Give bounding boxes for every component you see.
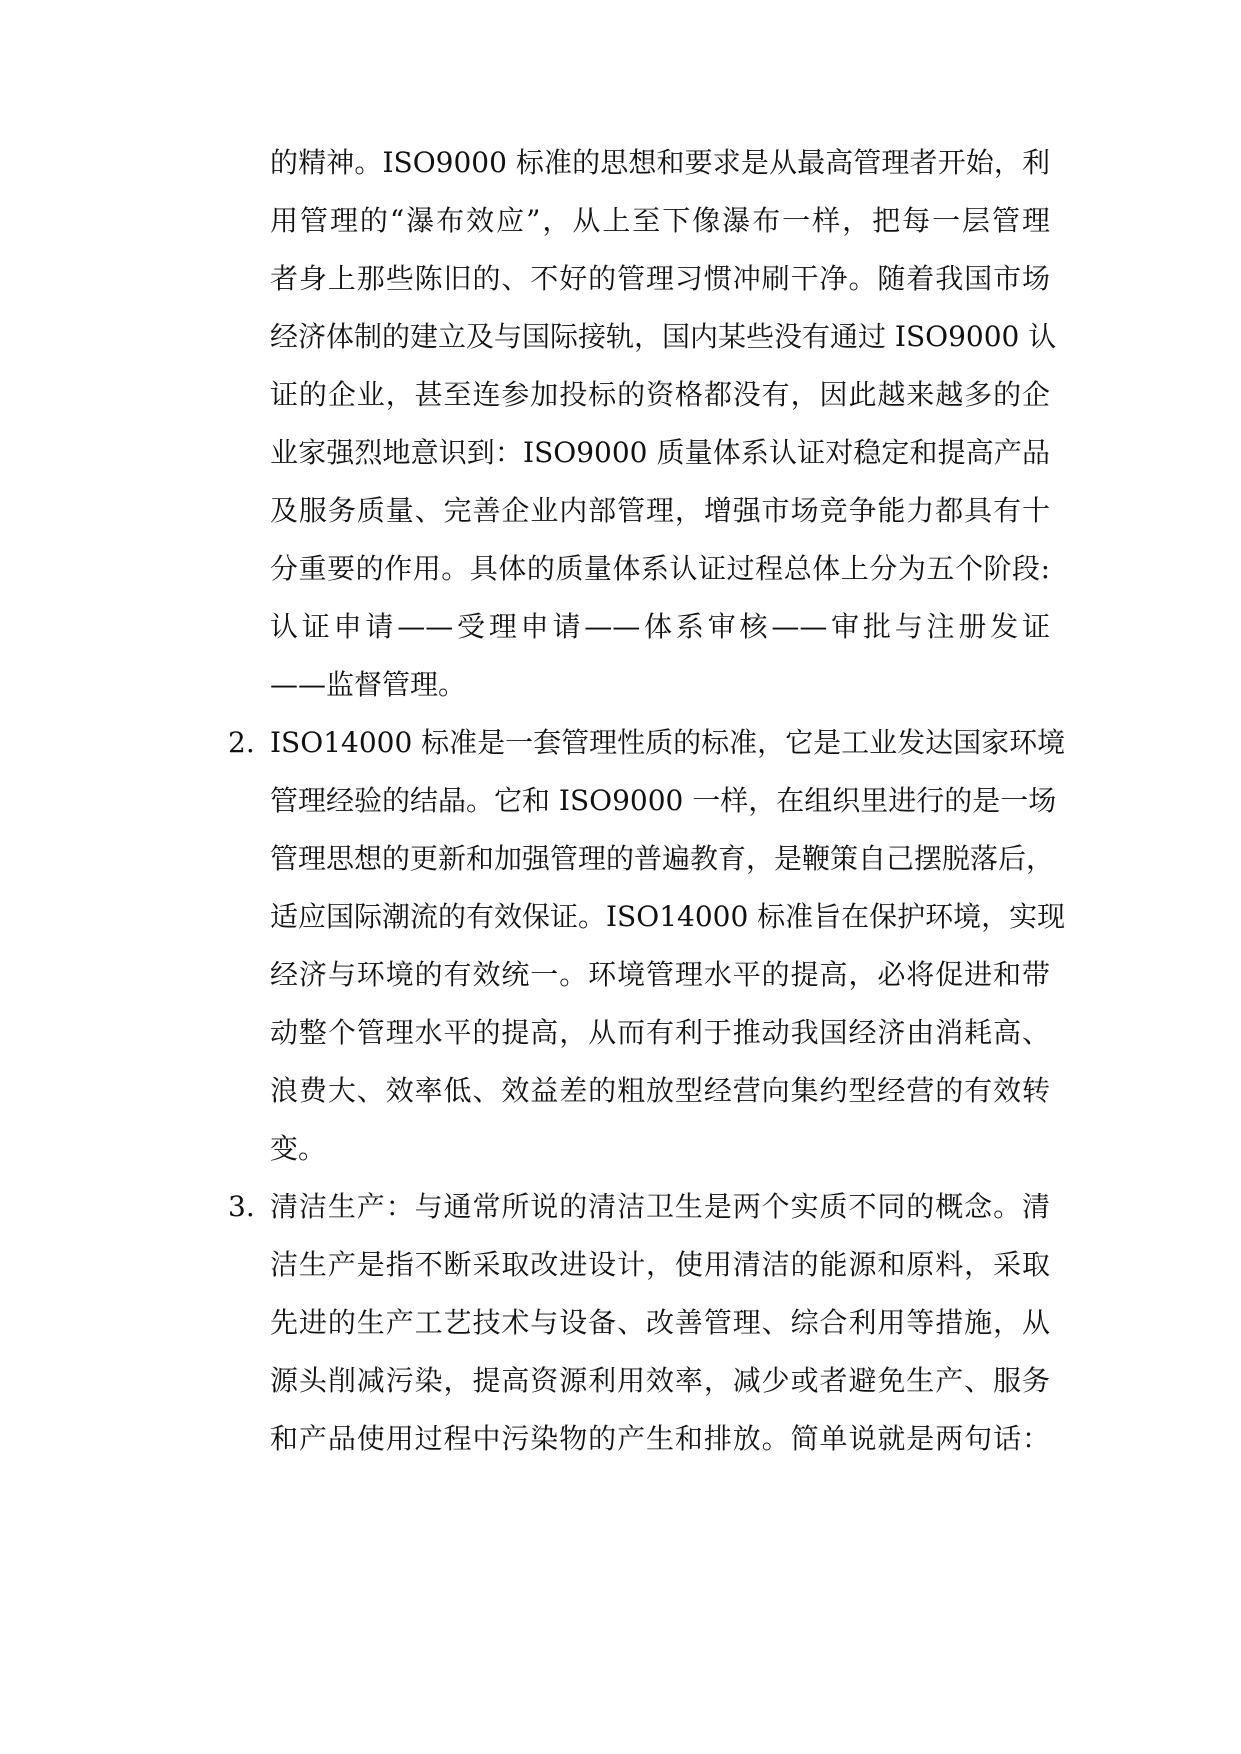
text-line: 适应国际潮流的有效保证。ISO14000 标准旨在保护环境，实现 (270, 900, 1066, 933)
text-line: 及服务质量、完善企业内部管理，增强市场竞争能力都具有十 (270, 494, 1050, 527)
text-line: 先进的生产工艺技术与设备、改善管理、综合利用等措施，从 (270, 1306, 1050, 1339)
list-number: 3. (228, 1190, 255, 1223)
text-line: 管理思想的更新和加强管理的普遍教育，是鞭策自己摆脱落后， (270, 842, 1055, 875)
text-line: 动整个管理水平的提高，从而有利于推动我国经济由消耗高、 (270, 1016, 1050, 1049)
text-line: 业家强烈地意识到：ISO9000 质量体系认证对稳定和提高产品 (270, 436, 1050, 469)
text-line: 用管理的“瀑布效应”，从上至下像瀑布一样，把每一层管理 (270, 204, 1050, 237)
text-line: 洁生产是指不断采取改进设计，使用清洁的能源和原料，采取 (270, 1248, 1050, 1281)
text-line: 变。 (270, 1132, 327, 1165)
text-line: 分重要的作用。具体的质量体系认证过程总体上分为五个阶段: (270, 552, 1050, 585)
text-line: 和产品使用过程中污染物的产生和排放。简单说就是两句话： (270, 1422, 1050, 1455)
text-line: 经济与环境的有效统一。环境管理水平的提高，必将促进和带 (270, 958, 1050, 991)
text-line: 源头削减污染，提高资源利用效率，减少或者避免生产、服务 (270, 1364, 1050, 1397)
text-line: 的精神。ISO9000 标准的思想和要求是从最高管理者开始，利 (270, 146, 1050, 179)
text-line: ISO14000 标准是一套管理性质的标准，它是工业发达国家环境 (270, 726, 1066, 759)
text-line: 者身上那些陈旧的、不好的管理习惯冲刷干净。随着我国市场 (270, 262, 1050, 295)
text-line: 经济体制的建立及与国际接轨，国内某些没有通过 ISO9000 认 (270, 320, 1057, 353)
text-line: 清洁生产：与通常所说的清洁卫生是两个实质不同的概念。清 (270, 1190, 1050, 1223)
text-line: 浪费大、效率低、效益差的粗放型经营向集约型经营的有效转 (270, 1074, 1050, 1107)
text-line: 认证申请——受理申请——体系审核——审批与注册发证 (270, 610, 1050, 643)
text-line: 管理经验的结晶。它和 ISO9000 一样，在组织里进行的是一场 (270, 784, 1057, 817)
list-number: 2. (228, 726, 255, 759)
text-line: 证的企业，甚至连参加投标的资格都没有，因此越来越多的企 (270, 378, 1050, 411)
text-line: ——监督管理。 (270, 668, 467, 701)
